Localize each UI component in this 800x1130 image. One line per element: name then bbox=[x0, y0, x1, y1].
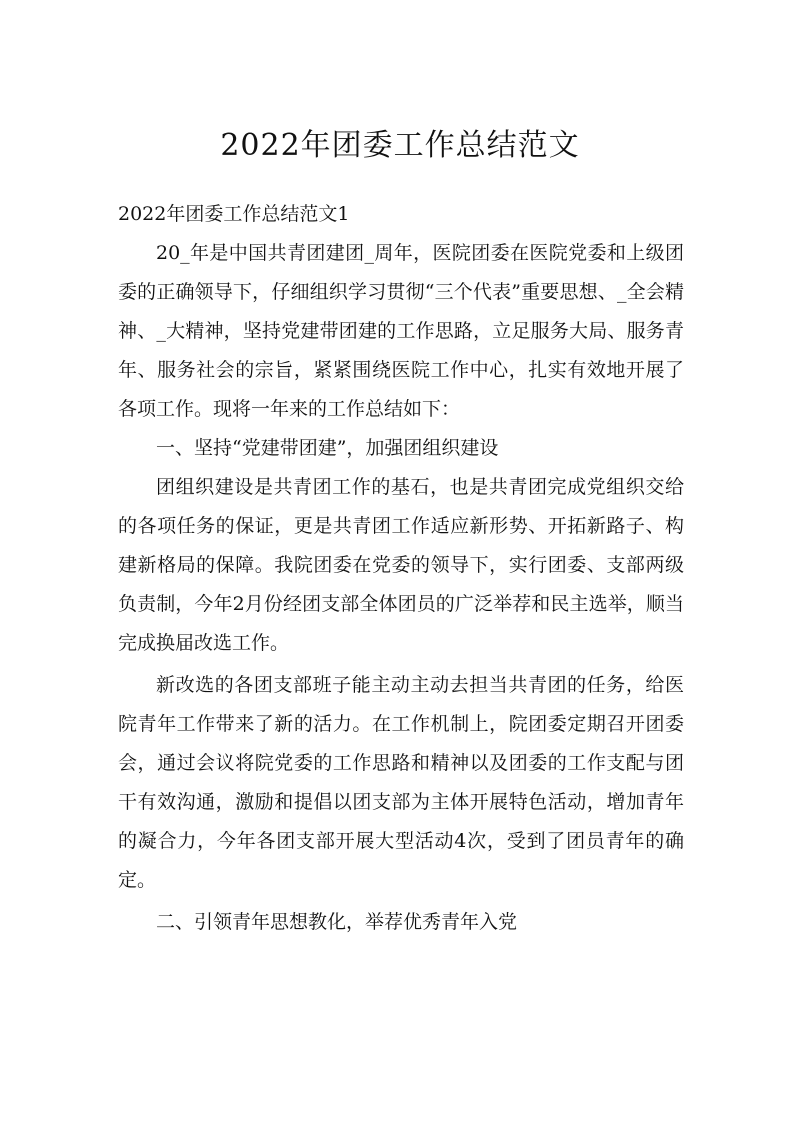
paragraph-branches: 新改选的各团支部班子能主动主动去担当共青团的任务，给医院青年工作带来了新的活力。在工作机制上，院团委定期召开团委会，通过会议将院党委的工作思路和精神以及团委的工作支配与团干有效沟通，激励和提倡以团支部为主体开展特色活动，增加青年的凝合力，今年各团支部开展大型活动4次，受到了团员青年的确定。 bbox=[118, 674, 684, 891]
section-heading-1: 一、坚持“党建带团建”，加强团组织建设 bbox=[156, 437, 499, 459]
paragraph-organization: 团组织建设是共青团工作的基石，也是共青团完成党组织交给的各项任务的保证，更是共青团工作适应新形势、开拓新路子、构建新格局的保障。我院团委在党委的领导下，实行团委、支部两级负责制，今年2月份经团支部全体团员的广泛举荐和民主选举，顺当完成换届改选工作。 bbox=[118, 476, 684, 654]
section-heading-2: 二、引领青年思想教化，举荐优秀青年入党 bbox=[156, 911, 518, 933]
paragraph-intro: 20_年是中国共青团建团_周年，医院团委在医院党委和上级团委的正确领导下，仔细组织学习贯彻“三个代表”重要思想、_全会精神、_大精神，坚持党建带团建的工作思路，立足服务大局、服务青年、服务社会的宗旨，紧紧围绕医院工作中心，扎实有效地开展了各项工作。现将一年来的工作总结如下： bbox=[118, 242, 684, 420]
document-body bbox=[118, 194, 684, 942]
document-subtitle: 2022年团委工作总结范文1 bbox=[118, 203, 350, 225]
document-title: 2022年团委工作总结范文 bbox=[220, 128, 580, 163]
